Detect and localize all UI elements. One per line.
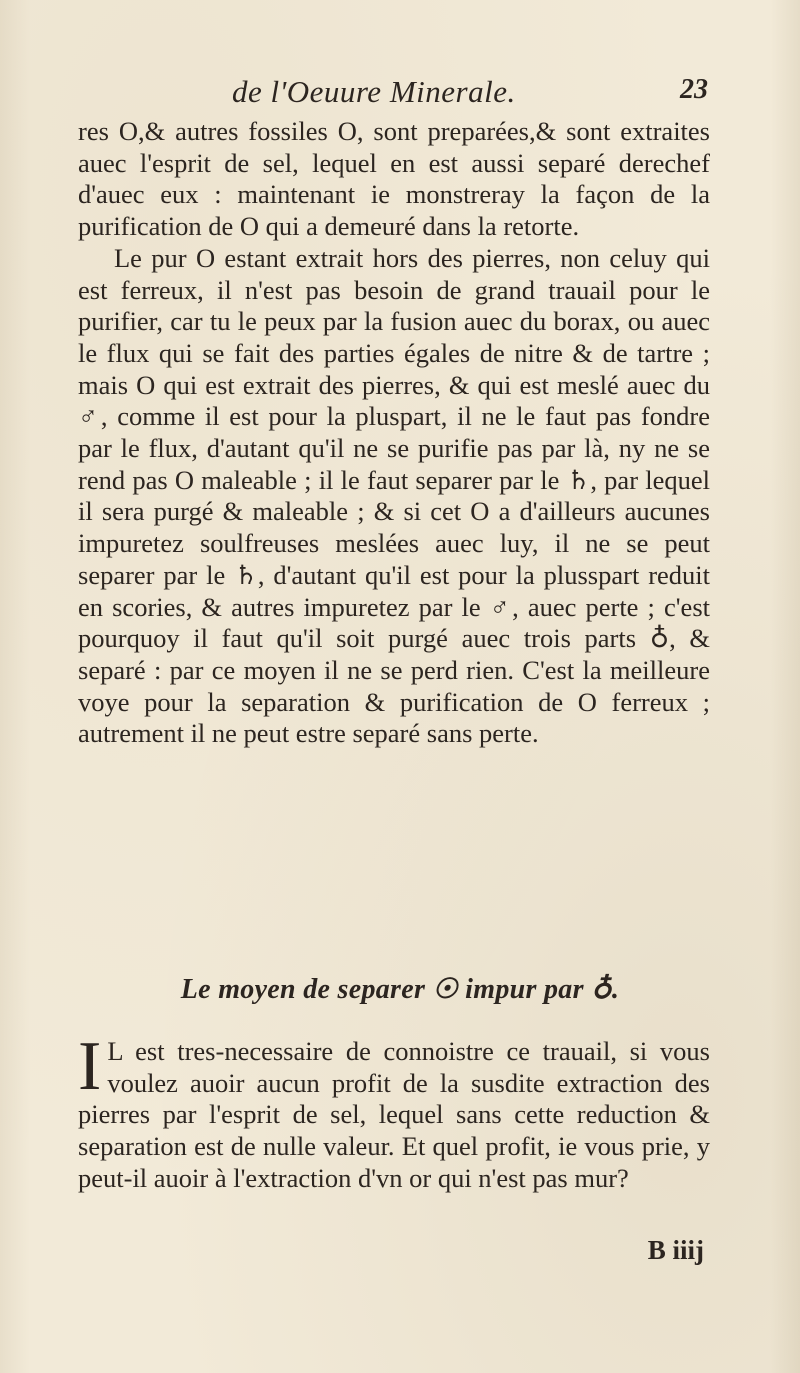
running-head [0, 74, 800, 116]
page-number: 23 [680, 74, 708, 105]
drop-cap: I [78, 1028, 102, 1105]
main-text [78, 116, 710, 750]
section-paragraph: L est tres-necessaire de connoistre ce trauail, si vous voulez auoir aucun profit de la susdite extraction des pierres par l'esprit de sel, lequel sans cette reduction & separation est de nulle valeur. Et quel profit, ie vous prie, y peut-il auoir à l'extraction d'vn or qui n'est pas mur? [78, 1036, 710, 1193]
paragraph-1: res O,& autres fossiles O, sont preparées,& sont extraites auec l'esprit de sel, lequel en est aussi separé derechef d'auec eux : maintenant ie monstreray la façon de la purification de O qui a demeuré dans la retorte. [78, 116, 710, 242]
signature-mark: B iiij [647, 1235, 704, 1265]
section-heading: Le moyen de separer ☉ impur par ♁. [180, 974, 620, 1005]
running-title: de l'Oeuure Minerale. [232, 74, 516, 109]
paragraph-2: Le pur O estant extrait hors des pierres, non celuy qui est ferreux, il n'est pas besoin de grand trauail pour le purifier, car tu le peux par la fusion auec du borax, ou auec le flux qui se fait des parties égales de nitre & de tartre ; mais O qui est extrait des pierres, & qui est meslé auec du ♂, comme il est pour la pluspart, il ne le faut pas fondre par le flux, d'autant qu'il ne se purifie pas par là, ny ne se rend pas O maleable ; il le faut separer par le ♄, par lequel il sera purgé & maleable ; & si cet O a d'ailleurs aucunes impuretez soulfreuses meslées auec luy, il ne se peut separer par le ♄, d'autant qu'il est pour la plusspart reduit en scories, & autres impuretez par le ♂, auec perte ; c'est pourquoy il faut qu'il soit purgé auec trois parts ♁, & separé : par ce moyen il ne se perd rien. C'est la meilleure voye pour la separation & purification de O ferreux ; autrement il ne peut estre separé sans perte. [78, 242, 710, 749]
section-text [78, 1028, 710, 1195]
